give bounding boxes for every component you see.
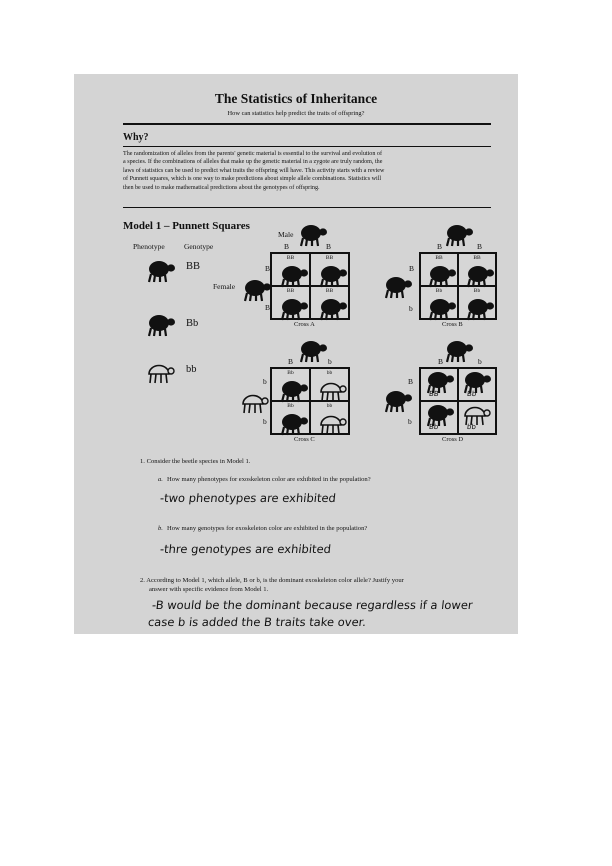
cross-c-cell-label: Bb	[287, 403, 294, 409]
black-beetle-icon	[148, 260, 176, 284]
genotype-bb-dominant: BB	[186, 261, 201, 272]
cross-d-cell-label: BB	[428, 390, 440, 398]
cross-a-cell-label: BB	[325, 288, 334, 294]
why-line: laws of statistics can be used to predict what traits the offspring will have. This activity starts with a review	[123, 167, 385, 174]
answer-1a-handwritten: -two phenotypes are exhibited	[159, 491, 337, 505]
cross-b-caption: Cross B	[442, 321, 463, 328]
female-label: Female	[213, 282, 236, 291]
cross-d-top-allele: b	[478, 357, 482, 366]
cross-c-side-allele: b	[263, 417, 267, 426]
cross-a-punnett-square	[270, 252, 350, 320]
cross-c-caption: Cross C	[294, 436, 315, 443]
cross-c-side-allele: b	[263, 377, 267, 386]
cross-c-cell-label: bb	[326, 370, 333, 376]
why-heading: Why?	[123, 132, 149, 143]
answer-1b-handwritten: -thre genotypes are exhibited	[159, 542, 332, 556]
cross-d-punnett-square	[419, 367, 497, 435]
cross-a-cell-label: BB	[286, 288, 295, 294]
black-beetle-icon	[467, 298, 495, 322]
cross-b-cell-label: BB	[435, 255, 443, 261]
worksheet-page	[74, 74, 518, 634]
black-beetle-icon	[300, 224, 328, 248]
cross-c-cell-label: Bb	[287, 370, 294, 376]
black-beetle-icon	[244, 279, 272, 303]
model-heading: Model 1 – Punnett Squares	[123, 220, 250, 232]
cross-a-side-allele: B	[265, 264, 271, 273]
black-beetle-icon	[429, 298, 457, 322]
black-beetle-icon	[446, 224, 474, 248]
black-beetle-icon	[300, 340, 328, 364]
cross-b-cell-label: BB	[473, 255, 481, 261]
why-divider	[123, 146, 491, 147]
black-beetle-icon	[281, 413, 309, 437]
cross-c-top-allele: B	[288, 357, 294, 366]
cross-b-punnett-square	[419, 252, 497, 320]
why-line: of Punnett squares, which is one way to make predictions about simple allele combinations. Statistics will	[123, 176, 382, 183]
cross-b-cell-label: Bb	[435, 288, 443, 294]
cross-c-top-allele: b	[328, 357, 332, 366]
white-beetle-icon	[242, 392, 270, 416]
page-title: The Statistics of Inheritance	[214, 91, 378, 106]
section-divider	[123, 207, 491, 208]
cross-b-top-allele: B	[437, 242, 443, 251]
cross-b-cell-label: Bb	[473, 288, 481, 294]
cross-a-cell-label: BB	[325, 255, 334, 261]
genotype-label: Genotype	[184, 242, 214, 251]
black-beetle-icon	[385, 390, 413, 414]
answer-2-handwritten-line-1: -B would be the dominant because regardless if a lower	[151, 598, 474, 612]
cross-b-top-allele: B	[477, 242, 483, 251]
black-beetle-icon	[320, 298, 348, 322]
question-2-line-2: answer with specific evidence from Model 1.	[149, 586, 269, 593]
white-beetle-icon	[320, 413, 348, 437]
black-beetle-icon	[148, 314, 176, 338]
answer-2-handwritten-line-2: case b is added the B traits take over.	[147, 615, 367, 629]
cross-d-cell-label: bb	[466, 423, 477, 431]
why-paragraph	[123, 150, 493, 192]
cross-b-side-allele: B	[409, 264, 415, 273]
cross-d-cell-label: Bb	[466, 390, 477, 398]
genotype-bb-hetero: Bb	[186, 318, 199, 329]
cross-c-cell-label: bb	[326, 403, 333, 409]
question-1b-number: b.	[158, 525, 163, 532]
genotype-bb-recessive: bb	[186, 364, 197, 375]
cross-a-side-allele: B	[265, 303, 271, 312]
cross-d-side-allele: B	[408, 377, 414, 386]
question-1a: How many phenotypes for exoskeleton color are exhibited in the population?	[167, 476, 371, 483]
white-beetle-icon	[148, 362, 176, 386]
question-1b: How many genotypes for exoskeleton color are exhibited in the population?	[167, 525, 368, 532]
question-1a-number: a.	[158, 476, 163, 483]
cross-a-top-allele: B	[284, 242, 290, 251]
cross-a-cell-label: BB	[286, 255, 295, 261]
black-beetle-icon	[281, 298, 309, 322]
black-beetle-icon	[446, 340, 474, 364]
page-subtitle: How can statistics help predict the traits of offspring?	[227, 110, 365, 117]
cross-a-top-allele: B	[326, 242, 332, 251]
question-1: 1. Consider the beetle species in Model 1.	[140, 458, 251, 465]
cross-d-top-allele: B	[438, 357, 444, 366]
male-label: Male	[278, 230, 294, 239]
why-line: The randomization of alleles from the parents' genetic material is essential to the survival and evolution of	[123, 151, 382, 157]
cross-d-cell-label: Bb	[428, 423, 439, 431]
why-line: then be used to make mathematical predictions about the genotypes of offspring.	[123, 184, 320, 191]
title-divider	[123, 123, 491, 125]
question-2-line-1: 2. According to Model 1, which allele, B or b, is the dominant exoskeleton color allele? Justify your	[140, 577, 404, 584]
why-line: a species. If the combinations of alleles that make up the genetic material in a zygote are truly random, the	[123, 159, 383, 166]
black-beetle-icon	[385, 276, 413, 300]
cross-d-caption: Cross D	[442, 436, 464, 443]
phenotype-label: Phenotype	[133, 242, 165, 251]
cross-c-punnett-square	[270, 367, 350, 435]
cross-a-caption: Cross A	[294, 321, 315, 328]
cross-b-side-allele: b	[409, 304, 413, 313]
cross-d-side-allele: b	[408, 417, 412, 426]
